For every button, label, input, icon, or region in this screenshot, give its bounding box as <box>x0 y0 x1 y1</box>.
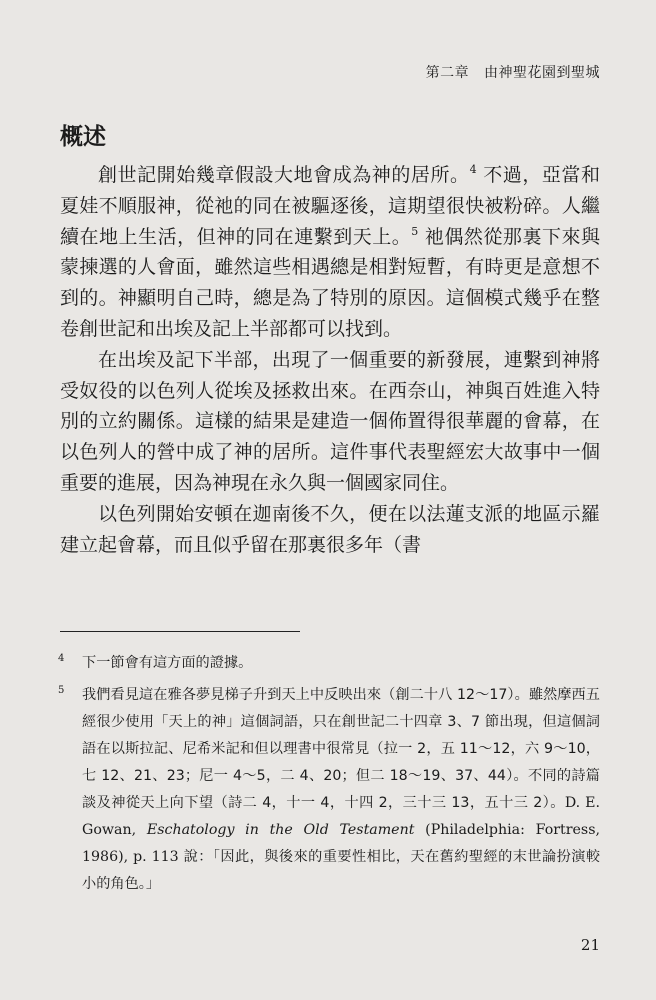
paragraph-3: 以色列開始安頓在迦南後不久，便在以法蓮支派的地區示羅建立起會幕，而且似乎留在那裏很多年（書 <box>60 502 600 556</box>
chapter-label: 第二章 <box>425 65 470 81</box>
chapter-title: 由神聖花園到聖城 <box>484 65 600 81</box>
paragraph-1 <box>60 160 600 345</box>
footnote-5-text <box>82 682 600 898</box>
footnote-5-part-b: 說：「因此，與後來的重要性相比，天在舊約聖經的末世論扮演較小的角色。」 <box>82 849 601 892</box>
citation-author: D. E. Gowan, <box>82 795 600 838</box>
footnote-divider <box>60 631 300 632</box>
paragraph-1-part-a: 創世記開始幾章假設大地會成為神的居所。 <box>98 164 470 186</box>
body-text <box>60 160 600 560</box>
paragraph-2: 在出埃及記下半部，出現了一個重要的新發展，連繫到神將受奴役的以色列人從埃及拯救出來。在西奈山，神與百姓進入特別的立約關係。這樣的結果是建造一個佈置得很華麗的會幕，在以色列人的營中成了神的居所。這件事代表聖經宏大故事中一個重要的進展，因為神現在永久與一個國家同住。 <box>60 348 600 494</box>
paragraph-1-part-c: 祂偶然從那裏下來與蒙揀選的人會面，雖然這些相遇總是相對短暫，有時更是意想不到的。神顯明自己時，總是為了特別的原因。這個模式幾乎在整卷創世記和出埃及記上半部都可以找到。 <box>60 225 600 340</box>
page-number: 21 <box>580 936 600 954</box>
running-header <box>426 62 600 82</box>
footnote-ref-5: 5 <box>411 224 419 238</box>
footnote-5-number: 5 <box>58 685 65 696</box>
footnote-5-part-a: 我們看見這在雅各夢見梯子升到天上中反映出來（創二十八 12～17）。雖然摩西五經很少使用「天上的神」這個詞語，只在創世記二十四章 3、7 節出現，但這個詞語在以斯拉記、尼希米記和但以理書中很常見（拉一 2，五 11～12，六 9～10，七 12、21、23；尼一 4～5，二 4、20；但二 18～19、37、44）。不同的詩篇談及神從天上向下望（詩二 4，十一 4，十四 2，三十三 13，五十三 2）。 <box>82 687 600 811</box>
section-heading: 概述 <box>60 124 106 150</box>
paragraph-1-part-b: 不過，亞當和夏娃不順服神，從祂的同在被驅逐後，這期望很快被粉碎。人繼續在地上生活，但神的同在連繫到天上。 <box>60 164 600 248</box>
footnote-5 <box>58 682 600 898</box>
footnote-4-text: 下一節會有這方面的證據。 <box>82 655 253 671</box>
citation-publication: (Philadelphia: Fortress, 1986), p. 113 <box>82 822 600 865</box>
footnote-ref-4: 4 <box>469 163 477 176</box>
citation-book-title: Eschatology in the Old Testament <box>146 822 415 838</box>
footnote-4 <box>58 650 600 677</box>
footnote-4-number: 4 <box>58 653 65 664</box>
footnotes <box>58 650 600 903</box>
